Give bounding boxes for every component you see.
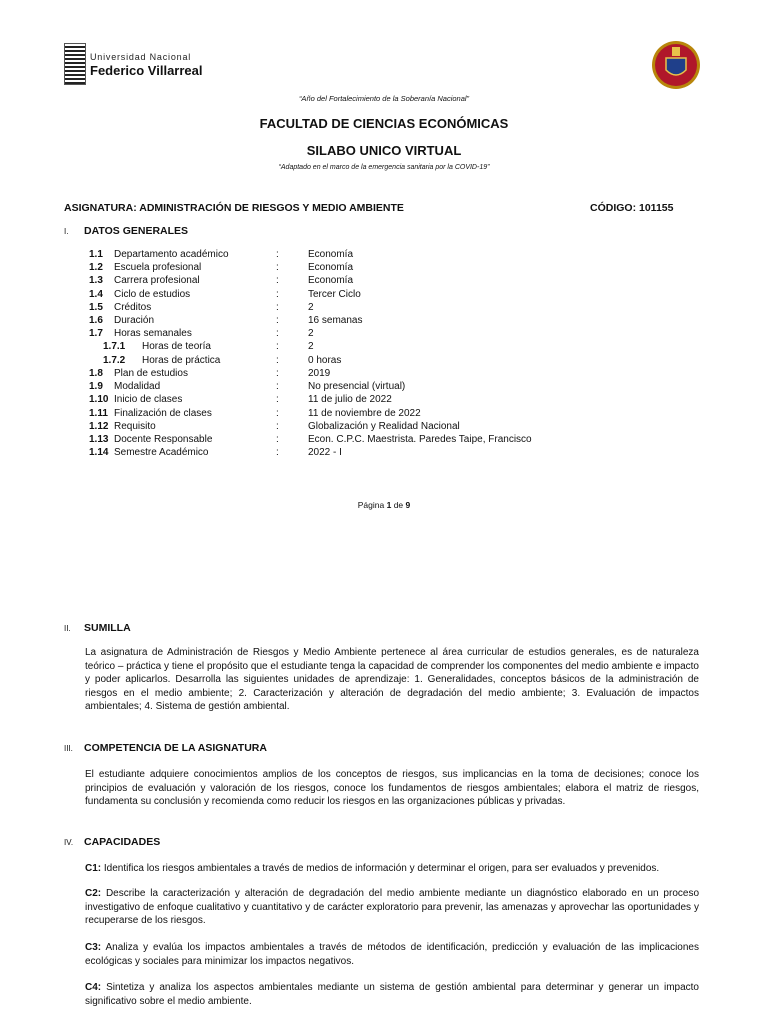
university-name-line2: Federico Villarreal bbox=[90, 63, 203, 78]
row-label: Finalización de clases bbox=[114, 408, 212, 419]
row-colon: : bbox=[276, 355, 279, 366]
row-number: 1.13 bbox=[89, 434, 109, 445]
row-value: Econ. C.P.C. Maestrista. Paredes Taipe, Francisco bbox=[308, 434, 532, 445]
course-name: ASIGNATURA: ADMINISTRACIÓN DE RIESGOS Y MEDIO AMBIENTE bbox=[64, 202, 404, 214]
row-colon: : bbox=[276, 421, 279, 432]
row-number: 1.9 bbox=[89, 381, 103, 392]
row-colon: : bbox=[276, 262, 279, 273]
faculty-title: FACULTAD DE CIENCIAS ECONÓMICAS bbox=[259, 116, 509, 131]
row-label: Ciclo de estudios bbox=[114, 289, 191, 300]
year-motto: “Año del Fortalecimiento de la Soberanía Nacional” bbox=[298, 94, 470, 103]
competencia-paragraph: El estudiante adquiere conocimientos amplios de los conceptos de riesgos, sus implicancias en la toma de decisiones; conoce los principios de evaluación y valoración de los riesgos, conoce los fundamentos de riesgos ambientales; elabora el matriz de riesgos, fundamenta su conclusión y recomienda como reducir los riesgos en las organizaciones públicas y privadas. bbox=[85, 769, 699, 807]
row-colon: : bbox=[276, 447, 279, 458]
section-number: II. bbox=[64, 624, 71, 633]
row-value: Globalización y Realidad Nacional bbox=[308, 421, 460, 432]
row-colon: : bbox=[276, 302, 279, 313]
adapted-note: “Adaptado en el marco de la emergencia sanitaria por la COVID-19” bbox=[278, 164, 490, 171]
row-value: 11 de julio de 2022 bbox=[308, 394, 392, 405]
row-value: 2 bbox=[308, 328, 314, 339]
row-colon: : bbox=[276, 381, 279, 392]
faculty-emblem-icon bbox=[651, 40, 701, 90]
row-number: 1.4 bbox=[89, 289, 103, 300]
row-label: Duración bbox=[114, 315, 155, 326]
row-number: 1.7.1 bbox=[103, 341, 126, 352]
row-colon: : bbox=[276, 408, 279, 419]
row-number: 1.3 bbox=[89, 275, 103, 286]
university-crest-icon bbox=[64, 43, 86, 85]
row-value: Economía bbox=[308, 249, 354, 260]
row-number: 1.14 bbox=[89, 447, 109, 458]
section-number: IV. bbox=[64, 838, 74, 847]
section-title: CAPACIDADES bbox=[84, 836, 161, 848]
row-label: Docente Responsable bbox=[114, 434, 213, 445]
row-number: 1.7.2 bbox=[103, 355, 126, 366]
row-value: Economía bbox=[308, 275, 354, 286]
row-label: Requisito bbox=[114, 421, 156, 432]
capacity-item: C2: Describe la caracterización y alteración de degradación del medio ambiente mediante un diagnóstico elaborado en un proceso investigativo de enfoque cualitativo y cuantitativo y de carácter exploratorio para prevenir, las amenazas y aprovechar las oportunidades y recuperarse de los riesgos. bbox=[85, 888, 699, 926]
row-value: No presencial (virtual) bbox=[308, 381, 406, 392]
section-number: I. bbox=[64, 227, 69, 236]
row-value: Tercer Ciclo bbox=[308, 289, 361, 300]
row-colon: : bbox=[276, 368, 279, 379]
section-heading bbox=[64, 742, 267, 754]
sumilla-paragraph: La asignatura de Administración de Riesgos y Medio Ambiente pertenece al área curricular de estudios generales, es de naturaleza teórico – práctica y tiene el propósito que el estudiante tenga la capacidad de comprender los componentes del medio ambiente e impacto y poder aplicarlos. Desarrolla las siguientes unidades de aprendizaje: 1. Generalidades, conceptos básicos de la administración de riesgos en el medio ambiente; 2. Caracterización y alteración de degradación del medio ambiente; 3. Evaluación de impactos ambientales; 4. Sistema de gestión ambiental. bbox=[85, 647, 699, 712]
row-colon: : bbox=[276, 394, 279, 405]
row-colon: : bbox=[276, 289, 279, 300]
row-number: 1.5 bbox=[89, 302, 103, 313]
row-number: 1.12 bbox=[89, 421, 109, 432]
section-heading bbox=[64, 836, 160, 848]
row-label: Inicio de clases bbox=[114, 394, 183, 405]
section-heading bbox=[64, 622, 131, 634]
row-label: Horas de práctica bbox=[142, 355, 221, 366]
section-title: COMPETENCIA DE LA ASIGNATURA bbox=[84, 742, 267, 754]
row-value: Economía bbox=[308, 262, 354, 273]
course-code: CÓDIGO: 101155 bbox=[590, 202, 674, 214]
row-label: Créditos bbox=[114, 302, 152, 313]
row-value: 11 de noviembre de 2022 bbox=[308, 408, 421, 419]
row-colon: : bbox=[276, 328, 279, 339]
page-number: Página 1 de 9 bbox=[357, 500, 411, 510]
row-colon: : bbox=[276, 315, 279, 326]
row-number: 1.11 bbox=[89, 408, 108, 419]
university-logo bbox=[64, 43, 203, 91]
row-colon: : bbox=[276, 249, 279, 260]
row-label: Semestre Académico bbox=[114, 447, 209, 458]
row-colon: : bbox=[276, 341, 279, 352]
row-label: Departamento académico bbox=[114, 249, 229, 260]
row-value: 2 bbox=[308, 341, 314, 352]
row-value: 0 horas bbox=[308, 355, 342, 366]
row-value: 2019 bbox=[308, 368, 331, 379]
capacity-item: C3: Analiza y evalúa los impactos ambientales a través de métodos de identificación, predicción y evaluación de las implicaciones ecológicas y sociales para minimizar los impactos negativos. bbox=[85, 942, 699, 967]
university-name-line1: Universidad Nacional bbox=[90, 52, 192, 62]
row-colon: : bbox=[276, 275, 279, 286]
row-number: 1.7 bbox=[89, 328, 103, 339]
row-number: 1.8 bbox=[89, 368, 103, 379]
row-label: Modalidad bbox=[114, 381, 161, 392]
row-number: 1.10 bbox=[89, 394, 109, 405]
section-title: SUMILLA bbox=[84, 622, 131, 634]
capacity-item: C1: Identifica los riesgos ambientales a través de medios de información y determinar el origen, para ser evaluados y prevenidos. bbox=[85, 863, 660, 874]
row-value: 2022 - I bbox=[308, 447, 342, 458]
row-value: 2 bbox=[308, 302, 314, 313]
capacity-item: C4: Sintetiza y analiza los aspectos ambientales mediante un sistema de gestión ambiental para determinar y generar un impacto significativo sobre el medio ambiente. bbox=[85, 982, 699, 1007]
section-number: III. bbox=[64, 744, 73, 753]
section-heading bbox=[64, 225, 188, 237]
row-label: Plan de estudios bbox=[114, 368, 188, 379]
row-label: Horas de teoría bbox=[142, 341, 211, 352]
row-colon: : bbox=[276, 434, 279, 445]
row-number: 1.6 bbox=[89, 315, 103, 326]
row-number: 1.1 bbox=[89, 249, 103, 260]
row-label: Carrera profesional bbox=[114, 275, 200, 286]
document-title: SILABO UNICO VIRTUAL bbox=[306, 143, 462, 158]
row-number: 1.2 bbox=[89, 262, 103, 273]
row-label: Horas semanales bbox=[114, 328, 192, 339]
row-label: Escuela profesional bbox=[114, 262, 202, 273]
section-title: DATOS GENERALES bbox=[84, 225, 189, 237]
row-value: 16 semanas bbox=[308, 315, 363, 326]
